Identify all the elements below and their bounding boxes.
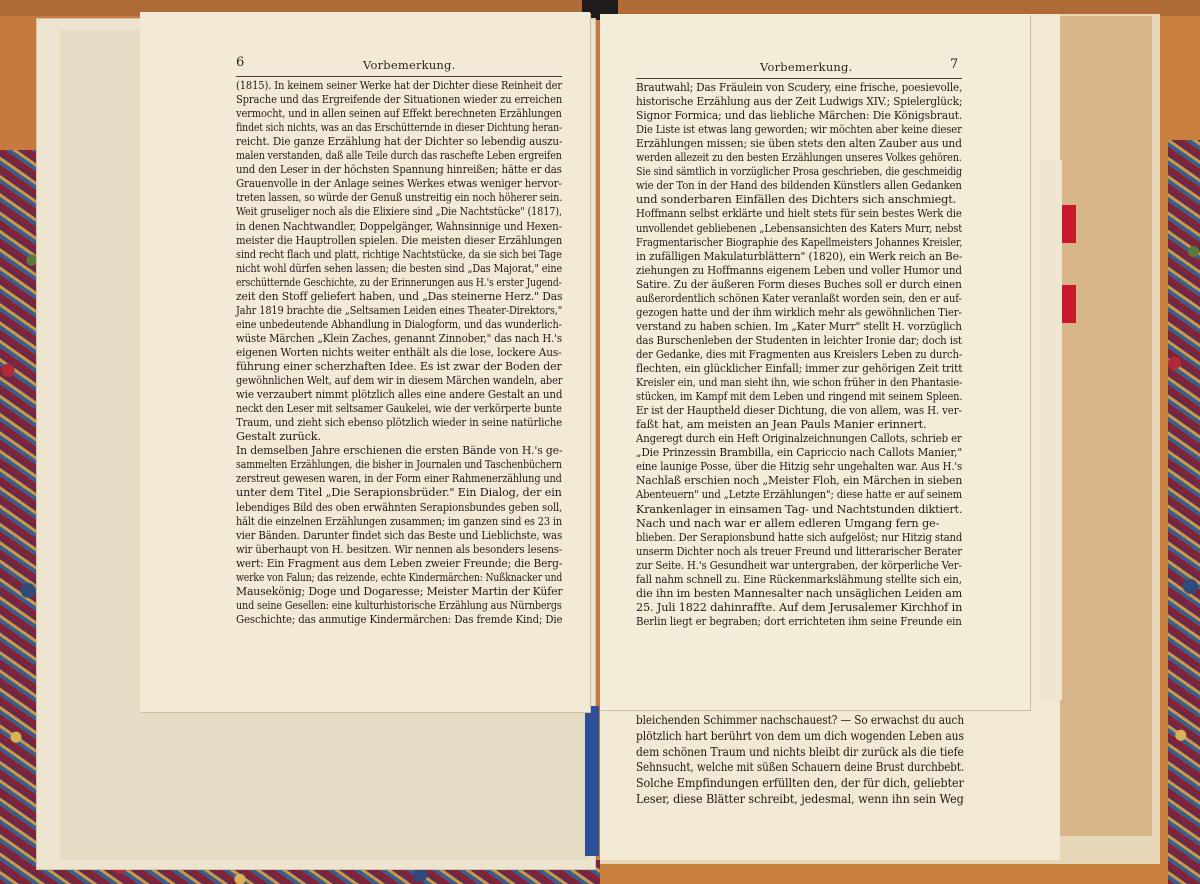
text-line: zur Seite. H.'s Gesundheit war untergraben, der körperliche Ver- (636, 558, 962, 572)
text-line: Nachlaß erschien noch „Meister Floh, ein Märchen in sieben (636, 474, 963, 488)
text-line: in zufälligen Makulaturblättern" (1820), ein Werk reich an Be- (636, 249, 963, 263)
header-rule (236, 76, 562, 77)
text-line: Traum, und zieht sich ebenso plötzlich wieder in seine natürliche (236, 416, 563, 430)
text-line: werden allezeit zu den besten Erzählungen unseres Volkes gehören. (636, 151, 962, 165)
text-line: nicht wohl dürfen sehen lassen; die besten sind „Das Majorat," eine (236, 261, 563, 275)
text-line: malen verstanden, daß alle Teile durch das raschefte Leben ergreifen (236, 149, 562, 163)
text-line: Gestalt zurück. (236, 430, 321, 444)
text-line: das Burschenleben der Studenten in leichter Ironie dar; doch ist (636, 333, 962, 347)
left-page-body (236, 79, 566, 639)
text-line: Hoffmann selbst erklärte und hielt stets für sein bestes Werk die (636, 207, 962, 221)
text-line: neckt den Leser mit seltsamer Gaukelei, wie der verkörperte bunte (236, 402, 562, 416)
text-line: reicht. Die ganze Erzählung hat der Dichter so lebendig auszu- (236, 135, 563, 149)
left-page (140, 12, 590, 712)
text-line: in denen Nachtwandler, Doppelgänger, Wahnsinnige und Hexen- (236, 219, 562, 233)
text-line: verstand zu haben schien. Im „Kater Murr" stellt H. vorzüglich (636, 319, 962, 333)
text-line: der Gedanke, dies mit Fragmenten aus Kreislers Leben zu durch- (636, 347, 963, 361)
text-line: und seine Gesellen: eine kulturhistorische Erzählung aus Nürnbergs (236, 598, 562, 612)
text-line: Geschichte; das anmutige Kindermärchen: Das fremde Kind; Die (236, 612, 563, 626)
text-line: eigenen Worten nichts weiter enthält als die lose, lockere Aus- (236, 345, 562, 359)
text-line: hält die einzelnen Erzählungen zusammen; im ganzen sind es 23 in (236, 514, 563, 528)
text-line: meister die Hauptrollen spielen. Die meisten dieser Erzählungen (236, 233, 563, 247)
text-line: lebendiges Bild des oben erwähnten Serapionsbundes geben soll, (236, 500, 563, 514)
underlying-page-text (636, 712, 966, 808)
page-number: 7 (950, 57, 959, 72)
text-line: dem schönen Traum und nichts bleibt dir zurück als die tiefe (636, 743, 964, 759)
text-line: wie der Ton in der Hand des bildenden Künstlers allen Gedanken (636, 179, 962, 193)
text-line: und den Leser in der höchsten Spannung hinreißen; hätte er das (236, 163, 562, 177)
text-line: und sonderbaren Einfällen des Dichters sich anschmiegt. (636, 193, 957, 207)
text-line: sind recht flach und platt, richtige Nachtstücke, da sie sich bei Tage (236, 247, 562, 261)
text-line: unter dem Titel „Die Serapionsbrüder." Ein Dialog, der ein (236, 486, 562, 500)
text-line: sammelten Erzählungen, die bisher in Journalen und Taschenbüchern (236, 458, 562, 472)
text-line: Die Liste ist etwas lang geworden; wir möchten aber keine dieser (636, 123, 962, 137)
text-line: werke von Falun; das reizende, echte Kindermärchen: Nußknacker und (236, 570, 563, 584)
text-line: Sehnsucht, welche mit süßen Schauern deine Brust durchbebt. (636, 759, 965, 775)
paper-strip (1040, 160, 1062, 700)
bookmark-ribbon (585, 706, 599, 856)
text-line: treten lassen, so würde der Genuß unstreitig ein noch höherer sein. (236, 191, 563, 205)
right-page (600, 14, 1030, 710)
text-line: Berlin liegt er begraben; dort errichteten ihm seine Freunde ein (636, 614, 962, 628)
marbled-endpaper-right (1168, 140, 1200, 884)
text-line: die ihn im besten Mannesalter nach unsäglichen Leiden am (636, 586, 963, 600)
text-line: „Die Prinzessin Brambilla, ein Capriccio nach Callots Manier," (636, 446, 963, 460)
marbled-endpaper-left (0, 150, 40, 884)
text-line: Mausekönig; Doge und Dogaresse; Meister Martin der Küfer (236, 584, 563, 598)
text-line: stücken, im Kampf mit dem Leben und ringend mit seinem Spleen. (636, 390, 963, 404)
text-line: Er ist der Hauptheld dieser Dichtung, die von allem, was H. ver- (636, 404, 962, 418)
text-line: Leser, diese Blätter schreibt, jedesmal, wenn ihn sein Weg (636, 791, 964, 806)
text-line: wert: Ein Fragment aus dem Leben zweier Freunde; die Berg- (236, 556, 563, 570)
right-page-body (636, 81, 966, 641)
text-line: (1815). In keinem seiner Werke hat der Dichter diese Reinheit der (236, 79, 562, 92)
header-rule (636, 78, 962, 79)
text-line: Solche Empfindungen erfüllten den, der für dich, geliebter (636, 775, 964, 791)
text-line: In demselben Jahre erschienen die ersten Bände von H.'s ge- (236, 444, 563, 458)
text-line: unserm Dichter noch als treuer Freund und litterarischer Berater (636, 544, 962, 558)
text-line: Erzählungen missen; sie üben stets den alten Zauber aus und (636, 137, 962, 151)
page-number: 6 (236, 55, 245, 70)
text-line: führung einer scherzhaften Idee. Es ist zwar der Boden der (236, 360, 562, 373)
text-line: Angeregt durch ein Heft Originalzeichnungen Callots, schrieb er (636, 432, 962, 446)
text-line: eine launige Posse, über die Hitzig sehr ungehalten war. Aus H.'s (636, 460, 963, 474)
text-line: Fragmentarischer Biographie des Kapellmeisters Johannes Kreisler, (636, 235, 963, 249)
text-line: Grauenvolle in der Anlage seines Werkes etwas weniger hervor- (236, 177, 562, 191)
running-head: Vorbemerkung. (363, 58, 456, 72)
text-line: gewöhnlichen Welt, auf dem wir in diesem Märchen wandeln, aber (236, 374, 563, 388)
text-line: zerstreut gewesen waren, in der Form einer Rahmenerzählung und (236, 472, 562, 486)
text-line: plötzlich hart berührt von dem um dich wogenden Leben aus (636, 727, 964, 743)
text-line: blieben. Der Serapionsbund hatte sich aufgelöst; nur Hitzig stand (636, 530, 963, 544)
text-line: wie verzaubert nimmt plötzlich alles eine andere Gestalt an und (236, 388, 563, 402)
text-line: wir überhaupt von H. besitzen. Wir nennen als besonders lesens- (236, 542, 563, 556)
text-line: vier Bänden. Darunter findet sich das Beste und Lieblichste, was (236, 528, 563, 542)
text-line: fall nahm schnell zu. Eine Rückenmarkslähmung stellte sich ein, (636, 572, 962, 586)
text-line: faßt hat, am meisten an Jean Pauls Manier erinnert. (636, 418, 927, 432)
text-line: Weit gruseliger noch als die Elixiere sind „Die Nachtstücke" (1817), (236, 205, 562, 219)
text-line: Nach und nach war er allem edleren Umgang fern ge- (636, 516, 940, 530)
text-line: Signor Formica; und das liebliche Märchen: Die Königsbraut. (636, 109, 963, 123)
text-line: vermocht, und in allen seinen auf Effekt berechneten Erzählungen (236, 107, 562, 121)
text-line: zeit den Stoff geliefert haben, und „Das steinerne Herz." Das (236, 289, 563, 303)
running-head: Vorbemerkung. (760, 60, 853, 74)
text-line: Satire. Zu der äußeren Form dieses Buches soll er durch einen (636, 277, 962, 291)
text-line: Sie sind sämtlich in vorzüglicher Prosa geschrieben, die geschmeidig (636, 165, 963, 179)
text-line: findet sich nichts, was an das Erschütternde in dieser Dichtung heran- (236, 121, 563, 135)
text-line: Krankenlager in einsamen Tag- und Nachtstunden diktiert. (636, 502, 963, 516)
text-line: flechten, ein glücklicher Einfall; immer zur gehörigen Zeit tritt (636, 362, 963, 375)
text-line: gezogen hatte und der ihm wirklich mehr als gewöhnlichen Tier- (636, 305, 962, 319)
text-line: eine unbedeutende Abhandlung in Dialogform, und das wunderlich- (236, 317, 562, 331)
right-endpaper (1056, 16, 1152, 836)
text-line: ziehungen zu Hoffmanns eigenem Leben und voller Humor und (636, 263, 962, 277)
text-line: unvollendet gebliebenen „Lebensansichten des Katers Murr, nebst (636, 221, 963, 235)
text-line: wüste Märchen „Klein Zaches, genannt Zinnober," das nach H.'s (236, 331, 562, 345)
text-line: erschütternde Geschichte, zu der Erinnerungen aus H.'s erster Jugend- (236, 275, 562, 289)
text-line: Abenteuern" und „Letzte Erzählungen"; diese hatte er auf seinem (636, 488, 963, 502)
text-line: Brautwahl; Das Fräulein von Scudery, eine frische, poesievolle, (636, 81, 963, 94)
text-line: Kreisler ein, und man sieht ihn, wie schon früher in den Phantasie- (636, 376, 963, 390)
text-line: historische Erzählung aus der Zeit Ludwigs XIV.; Spielerglück; (636, 95, 963, 109)
text-line: Sprache und das Ergreifende der Situationen wieder zu erreichen (236, 93, 563, 107)
text-line: außerordentlich schönen Kater veranlaßt worden sein, den er auf- (636, 291, 962, 305)
text-line: Jahr 1819 brachte die „Seltsamen Leiden eines Theater-Direktors," (236, 303, 563, 317)
text-line: bleichenden Schimmer nachschauest? — So erwachst du auch (636, 712, 965, 727)
text-line: 25. Juli 1822 dahinraffte. Auf dem Jerusalemer Kirchhof in (636, 600, 963, 614)
